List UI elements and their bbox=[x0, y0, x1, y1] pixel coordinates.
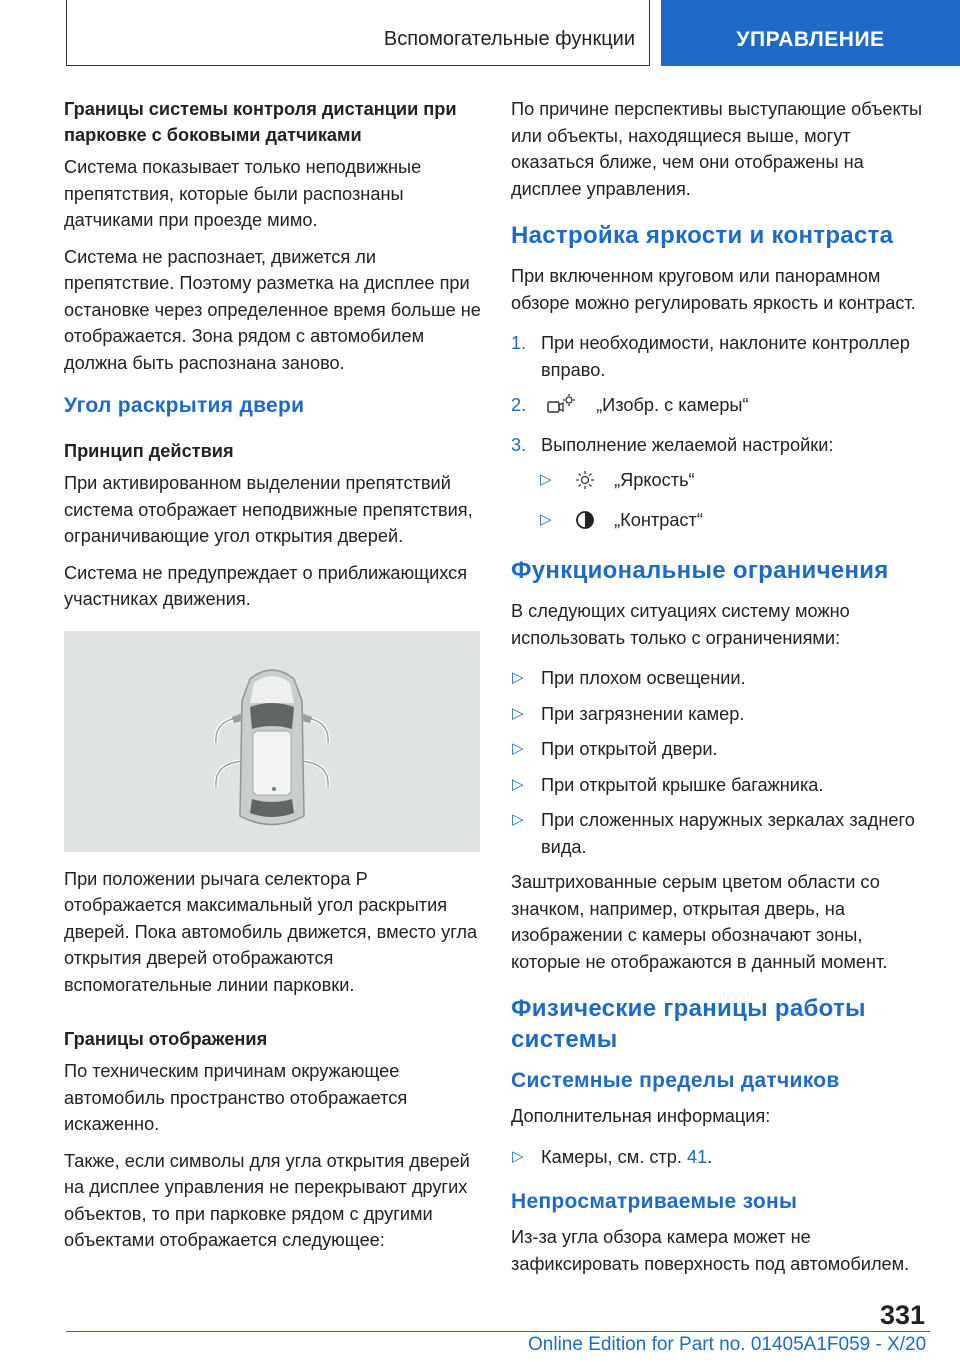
heading-blind-zones: Непросматриваемые зоны bbox=[511, 1190, 798, 1213]
paragraph: Заштрихованные серым цветом области со значком, например, открытая дверь, на изображении с камеры обозначают зоны, которые не отображаются в данный момент. bbox=[511, 872, 888, 972]
list-item bbox=[511, 665, 936, 692]
paragraph: Система не предупреждает о приближающихся участниках движения. bbox=[64, 562, 468, 609]
list-item-text: При сложенных наружных зеркалах заднего вида. bbox=[541, 810, 915, 857]
triangle-right-icon: ▷ bbox=[540, 471, 552, 488]
step-text: При необходимости, наклоните контроллер вправо. bbox=[541, 333, 910, 380]
sub-item-text: „Яркость“ bbox=[614, 470, 695, 490]
triangle-right-icon: ▷ bbox=[540, 510, 552, 528]
triangle-right-icon: ▷ bbox=[512, 775, 524, 793]
step-text: „Изобр. с камеры“ bbox=[596, 395, 749, 415]
paragraph: При активированном выделении препятствий система отображает неподвижные препятствия, ограничивающие угол открытия дверей. bbox=[64, 473, 473, 546]
paragraph: При включенном круговом или панорамном обзоре можно регулировать яркость и контраст. bbox=[511, 266, 916, 313]
paragraph: Система показывает только неподвижные препятствия, которые были распознаны датчиками при проезде мимо. bbox=[64, 157, 422, 230]
step-number: 1. bbox=[511, 333, 527, 353]
left-column bbox=[64, 96, 484, 1264]
list-item bbox=[511, 772, 936, 799]
page-number: 331 bbox=[880, 1300, 926, 1330]
list-item bbox=[511, 807, 936, 860]
page-reference-link[interactable]: 41 bbox=[686, 1146, 708, 1167]
sun-icon bbox=[575, 470, 595, 498]
triangle-right-icon: ▷ bbox=[512, 669, 524, 686]
list-item bbox=[511, 736, 936, 763]
camera-settings-icon bbox=[547, 393, 577, 423]
paragraph: Система не распознает, движется ли препятствие. Поэтому разметка на дисплее при остановке через определенное время больше не отображается. Зона рядом с автомобилем должна быть распознана заново. bbox=[64, 246, 481, 373]
heading-parking-limits: Границы системы контроля дистанции при парковке с боковыми датчиками bbox=[64, 99, 457, 145]
footer-divider bbox=[66, 1331, 930, 1332]
list-item-end: . bbox=[707, 1146, 713, 1167]
triangle-right-icon: ▷ bbox=[512, 740, 524, 757]
right-column bbox=[511, 96, 936, 1287]
car-door-angle-illustration bbox=[64, 631, 480, 852]
list-item-text: При плохом освещении. bbox=[541, 668, 746, 688]
step-item bbox=[511, 432, 936, 459]
step-item bbox=[511, 330, 936, 383]
heading-sensor-limits: Системные пределы датчиков bbox=[511, 1069, 840, 1092]
heading-brightness-contrast: Настройка яркости и контраста bbox=[511, 222, 894, 249]
step-number: 3. bbox=[511, 434, 527, 455]
list-item bbox=[511, 701, 936, 728]
step-number: 2. bbox=[511, 395, 527, 415]
triangle-right-icon: ▷ bbox=[512, 811, 524, 828]
header-chapter-title: УПРАВЛЕНИЕ bbox=[736, 28, 885, 51]
list-item-text: При открытой крышке багажника. bbox=[541, 774, 824, 795]
header-section-title: Вспомогательные функции bbox=[383, 28, 635, 50]
paragraph: В следующих ситуациях систему можно использовать только с ограничениями: bbox=[511, 601, 850, 648]
triangle-right-icon: ▷ bbox=[512, 1147, 524, 1165]
step-item bbox=[511, 392, 936, 423]
heading-door-angle: Угол раскрытия двери bbox=[64, 394, 305, 417]
list-item-text: При открытой двери. bbox=[541, 739, 718, 759]
list-item-text: При загрязнении камер. bbox=[541, 703, 745, 724]
heading-functional-limits: Функциональные ограничения bbox=[511, 557, 889, 584]
list-item bbox=[511, 1144, 936, 1171]
triangle-right-icon: ▷ bbox=[512, 704, 524, 722]
paragraph: По причине перспективы выступающие объекты или объекты, находящиеся выше, могут оказаться ближе, чем они отображены на дисплее управления. bbox=[511, 99, 923, 199]
paragraph: Из-за угла обзора камера может не зафиксировать поверхность под автомобилем. bbox=[511, 1227, 910, 1274]
step-text: Выполнение желаемой настройки: bbox=[541, 434, 834, 455]
contrast-icon bbox=[575, 510, 595, 538]
paragraph: По техническим причинам окружающее автомобиль пространство отображается искаженно. bbox=[64, 1061, 408, 1134]
header-chapter-tab[interactable] bbox=[661, 0, 960, 66]
paragraph: Дополнительная информация: bbox=[511, 1106, 771, 1126]
paragraph: При положении рычага селектора P отображается максимальный угол раскрытия дверей. Пока автомобиль движется, вместо угла открытия дверей отображаются вспомогательные линии парковки. bbox=[64, 868, 478, 995]
sub-list-item bbox=[511, 507, 936, 538]
paragraph: Также, если символы для угла открытия дверей на дисплее управления не перекрывают других объектов, то при парковке рядом с другими объектами отображается следующее: bbox=[64, 1150, 470, 1250]
sub-list-item bbox=[511, 467, 936, 498]
heading-principle: Принцип действия bbox=[64, 441, 234, 461]
header-section-box bbox=[66, 0, 650, 66]
sub-item-text: „Контраст“ bbox=[614, 509, 703, 530]
footer-edition: Online Edition for Part no. 01405A1F059 - X/20 bbox=[528, 1334, 927, 1355]
heading-display-limits: Границы отображения bbox=[64, 1029, 268, 1049]
heading-physical-limits: Физические границы работы системы bbox=[511, 995, 866, 1053]
list-item-text: Камеры, см. стр. bbox=[541, 1146, 682, 1167]
